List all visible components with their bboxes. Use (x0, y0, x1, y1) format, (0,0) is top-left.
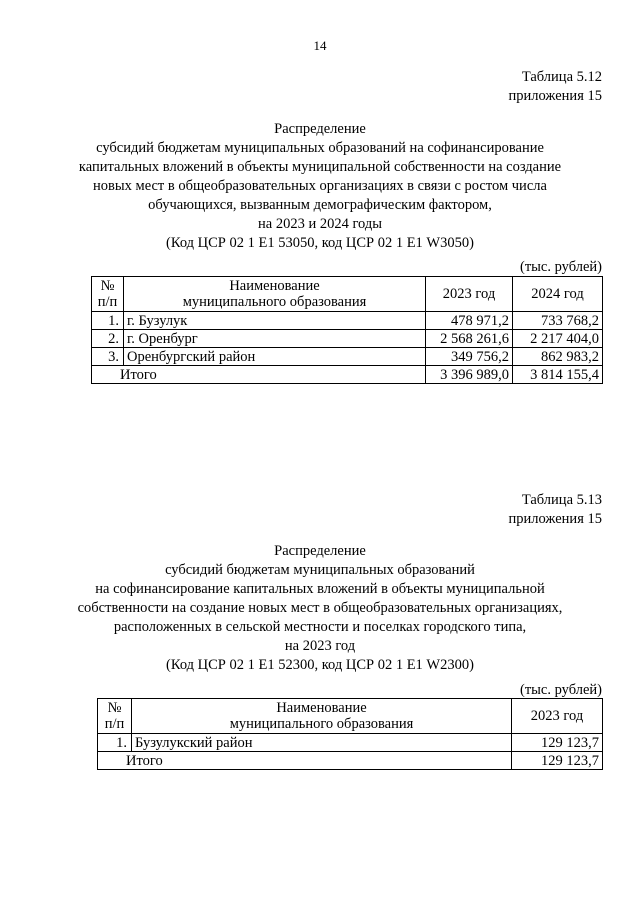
total-label: Итого (92, 366, 426, 384)
title-line: (Код ЦСР 02 1 Е1 53050, код ЦСР 02 1 Е1 W3050) (166, 235, 474, 251)
table-5-12 (91, 276, 603, 384)
row-value-2023: 478 971,2 (426, 312, 513, 330)
col-header-num: № п/п (92, 277, 124, 312)
table-header-row (92, 277, 603, 312)
table-5-12-caption (509, 68, 602, 106)
title-line: собственности на создание новых мест в общеобразовательных организациях, (77, 600, 563, 616)
col-header-name-line2: муниципального образования (182, 294, 367, 310)
total-value-2024: 3 814 155,4 (513, 366, 603, 384)
title-line: новых мест в общеобразовательных организациях в связи с ростом числа (93, 178, 547, 194)
page-number: 14 (313, 38, 327, 53)
table-row (92, 330, 603, 348)
table-5-12-title (60, 120, 580, 253)
title-line: расположенных в сельской местности и поселках городского типа, (113, 619, 527, 635)
total-value-2023: 3 396 989,0 (426, 366, 513, 384)
caption-appendix: приложения 15 (508, 88, 602, 104)
row-value-2024: 862 983,2 (513, 348, 603, 366)
col-header-name (124, 277, 426, 312)
table-5-13-title (60, 542, 580, 675)
table-row (92, 348, 603, 366)
col-header-name-line1: Наименование (276, 700, 367, 716)
row-value-2024: 733 768,2 (513, 312, 603, 330)
table-5-13-caption (509, 491, 602, 529)
title-line: (Код ЦСР 02 1 Е1 52300, код ЦСР 02 1 Е1 W2300) (166, 657, 474, 673)
table-5-13 (97, 698, 603, 770)
caption-table-number: Таблица 5.12 (521, 69, 602, 85)
caption-appendix: приложения 15 (508, 511, 602, 527)
title-line: на софинансирование капитальных вложений в объекты муниципальной (95, 581, 545, 597)
col-header-name-line2: муниципального образования (229, 716, 414, 732)
total-value-2023: 129 123,7 (512, 752, 603, 770)
row-name: г. Бузулук (124, 312, 426, 330)
row-value-2024: 2 217 404,0 (513, 330, 603, 348)
title-line: субсидий бюджетам муниципальных образований (165, 562, 475, 578)
row-value-2023: 2 568 261,6 (426, 330, 513, 348)
col-header-name-line1: Наименование (229, 278, 320, 294)
col-header-2024: 2024 год (513, 277, 603, 312)
row-value-2023: 129 123,7 (512, 734, 603, 752)
title-line: Распределение (274, 121, 366, 137)
units-label: (тыс. рублей) (520, 682, 602, 698)
row-name: Бузулукский район (132, 734, 512, 752)
col-header-2023: 2023 год (512, 699, 603, 734)
table-row (92, 312, 603, 330)
title-line: на 2023 год (284, 638, 356, 654)
row-number: 3. (92, 348, 124, 366)
row-name: Оренбургский район (124, 348, 426, 366)
row-value-2023: 349 756,2 (426, 348, 513, 366)
title-line: капитальных вложений в объекты муниципальной собственности на создание (78, 159, 562, 175)
table-header-row (98, 699, 603, 734)
table-row (98, 734, 603, 752)
title-line: обучающихся, вызванным демографическим фактором, (148, 197, 492, 213)
col-header-name (132, 699, 512, 734)
title-line: субсидий бюджетам муниципальных образований на софинансирование (96, 140, 544, 156)
col-header-2023: 2023 год (426, 277, 513, 312)
col-header-num: № п/п (98, 699, 132, 734)
title-line: на 2023 и 2024 годы (258, 216, 382, 232)
caption-table-number: Таблица 5.13 (521, 492, 602, 508)
row-number: 2. (92, 330, 124, 348)
units-label: (тыс. рублей) (520, 259, 602, 275)
row-name: г. Оренбург (124, 330, 426, 348)
title-line: Распределение (274, 543, 366, 559)
row-number: 1. (92, 312, 124, 330)
table-total-row (98, 752, 603, 770)
total-label: Итого (98, 752, 512, 770)
table-total-row (92, 366, 603, 384)
row-number: 1. (98, 734, 132, 752)
